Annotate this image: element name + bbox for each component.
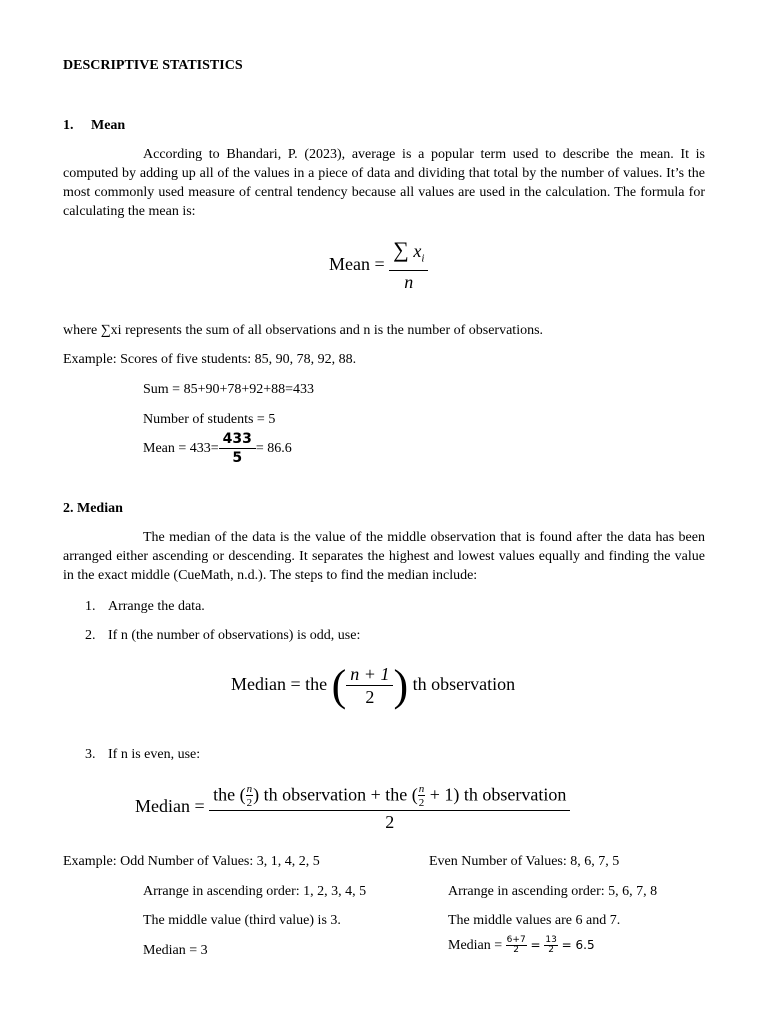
frac-a-num: n: [246, 783, 253, 795]
even-frac-a: [246, 784, 254, 809]
step-number: 3.: [85, 747, 96, 762]
odd-formula-denominator: 2: [365, 687, 375, 707]
mean-heading-text: Mean: [91, 118, 126, 133]
mean-paragraph-text: According to Bhandari, P. (2023), average is a popular term used to describe the mean. It is computed by adding up all of the values in a piece of data and dividing that total by the number of values. It’s the most commonly used measure of central tendency because all values are used in the calculation. The formula for calculating the mean is:: [63, 147, 705, 219]
mean-result-numerator: 433: [219, 432, 256, 449]
odd-example-label: Example: Odd Number of Values: 3, 1, 4, 2, 5: [63, 854, 320, 869]
odd-example-middle: The middle value (third value) is 3.: [143, 913, 341, 928]
odd-formula-numerator: n + 1: [346, 665, 393, 686]
mean-formula-equals: =: [374, 253, 385, 274]
even-formula-lhs: Median =: [135, 796, 205, 817]
median-even-formula: [135, 784, 570, 832]
mean-example: Example: Scores of five students: 85, 90, 78, 92, 88.: [63, 352, 357, 367]
median-heading: 2. Median: [63, 501, 123, 516]
even-result-prefix: Median =: [448, 938, 503, 953]
right-paren: ): [393, 661, 409, 710]
even-result-den2: 2: [548, 945, 554, 955]
even-example-label: Even Number of Values: 8, 6, 7, 5: [429, 854, 620, 869]
even-result-frac-2: [544, 936, 557, 955]
mean-result-fraction: [219, 432, 256, 466]
even-example-result: [448, 936, 595, 955]
sum-symbol: ∑: [393, 237, 409, 262]
mean-formula-sub: i: [421, 252, 425, 265]
odd-formula-rhs: th observation: [412, 674, 516, 695]
even-result-den1: 2: [513, 945, 520, 955]
mean-heading: [63, 116, 125, 135]
where-text: where ∑xi represents the sum of all observations and n is the number of observations.: [63, 323, 544, 338]
even-example-arrange: Arrange in ascending order: 5, 6, 7, 8: [448, 884, 658, 899]
step-text: If n is even, use:: [108, 747, 201, 762]
frac-a-den: 2: [246, 797, 253, 809]
mean-result-denominator: 5: [232, 450, 243, 466]
mean-heading-number: 1.: [63, 118, 74, 133]
mean-paragraph: [63, 145, 705, 221]
mean-formula-lhs: Mean: [329, 253, 370, 274]
odd-formula-lhs: Median = the: [231, 674, 328, 695]
step-number: 2.: [85, 628, 96, 643]
sum-line: Sum = 85+90+78+92+88=433: [143, 382, 315, 397]
step-text: If n (the number of observations) is odd, use:: [108, 628, 361, 643]
mean-formula-denominator: n: [404, 271, 414, 292]
even-formula-mid: th observation + the: [263, 784, 408, 805]
mean-formula-fraction: [389, 237, 428, 292]
even-formula-denominator: 2: [385, 812, 395, 832]
mean-formula-numerator: [389, 237, 428, 271]
mean-result-suffix: = 86.6: [255, 441, 292, 457]
odd-example-arrange: Arrange in ascending order: 1, 2, 3, 4, 5: [143, 884, 367, 899]
mean-formula-var: x: [413, 241, 422, 261]
even-result-num1: 6+7: [506, 935, 526, 945]
median-step-2: [85, 626, 360, 645]
document-title: DESCRIPTIVE STATISTICS: [63, 58, 243, 73]
even-result-num2: 13: [545, 935, 557, 945]
step-number: 1.: [85, 599, 96, 614]
median-step-1: [85, 597, 205, 616]
median-odd-formula: [231, 661, 516, 710]
odd-example-result: Median = 3: [143, 943, 208, 958]
median-step-3: [85, 745, 200, 764]
median-paragraph-text: The median of the data is the value of the middle observation that is found after the data has been arranged either ascending or descending. It separates the highest and lowest values equally and finding the value in the exact middle (CueMath, n.d.). The steps to find the median include:: [63, 530, 705, 583]
even-frac-b: [418, 784, 426, 809]
frac-b-num: n: [418, 783, 425, 795]
even-formula-plus-one: + 1: [429, 784, 454, 805]
frac-b-den: 2: [418, 797, 425, 809]
left-paren: (: [331, 661, 347, 710]
even-formula-end: th observation: [463, 784, 567, 805]
step-text: Arrange the data.: [108, 599, 205, 614]
median-paragraph: [63, 528, 705, 585]
even-result-frac-1: [506, 936, 527, 955]
mean-formula: [329, 237, 428, 292]
even-example-middle: The middle values are 6 and 7.: [448, 913, 621, 928]
even-formula-the-a: the: [213, 784, 236, 805]
even-formula-numerator: the ( $\frac{n}{2}$ ) th observation + the ( $\frac{n}{2}$ + 1) th observation: [209, 784, 570, 811]
even-formula-fraction: [209, 784, 570, 832]
count-line: Number of students = 5: [143, 412, 276, 427]
even-result-eq2: = 6.5: [561, 938, 595, 952]
even-result-eq1: =: [530, 938, 541, 952]
odd-formula-fraction: [346, 665, 393, 707]
mean-result-prefix: Mean = 433=: [143, 441, 219, 457]
mean-result: [143, 432, 292, 466]
